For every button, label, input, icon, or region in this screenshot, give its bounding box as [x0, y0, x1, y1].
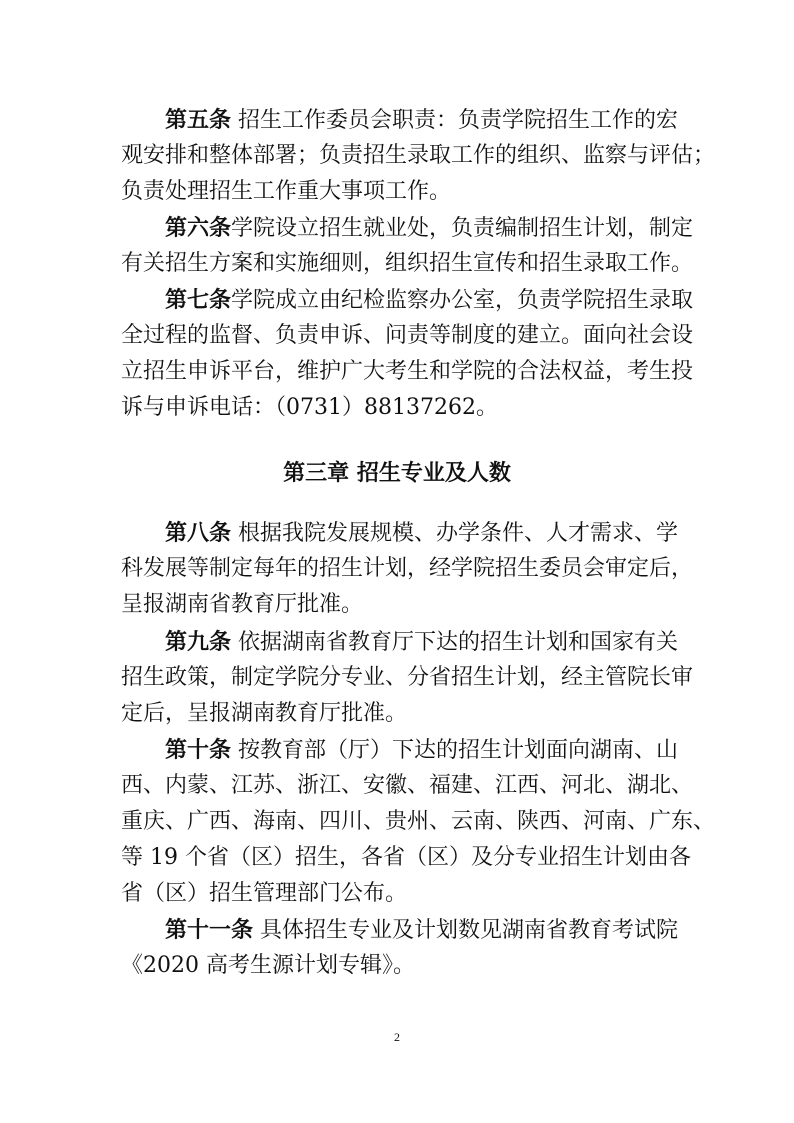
article-11-title: 第十一条	[165, 917, 254, 943]
article-9-line-3: 定后，呈报湖南教育厅批准。	[121, 701, 408, 726]
article-7-text-1: 学院成立由纪检监察办公室，负责学院招生录取	[231, 288, 694, 313]
article-11-line-1	[165, 919, 678, 942]
article-7-line-4: 诉与申诉电话：（0731）88137262。	[121, 395, 498, 420]
article-5-text-1: 招生工作委员会职责：负责学院招生工作的宏	[231, 108, 679, 133]
article-5-line-1	[165, 109, 678, 132]
article-7-title: 第七条	[165, 287, 232, 313]
article-11-text-1: 具体招生专业及计划数见湖南省教育考试院	[253, 918, 679, 943]
article-6-line-1	[165, 217, 693, 240]
article-10-line-4: 等 19 个省（区）招生，各省（区）及分专业招生计划由各	[121, 845, 691, 870]
article-10-title: 第十条	[165, 737, 232, 763]
article-8-title: 第八条	[165, 520, 232, 546]
chapter-heading: 第三章 招生专业及人数	[283, 461, 511, 486]
article-7-line-3: 立招生申诉平台，维护广大考生和学院的合法权益，考生投	[121, 359, 694, 384]
article-5-title: 第五条	[165, 107, 232, 133]
article-5-line-3: 负责处理招生工作重大事项工作。	[121, 179, 452, 204]
article-9-text-1: 依据湖南省教育厅下达的招生计划和国家有关	[231, 630, 679, 655]
article-6-text-1: 学院设立招生就业处，负责编制招生计划，制定	[231, 216, 694, 241]
article-5-line-2: 观安排和整体部署；负责招生录取工作的组织、监察与评估；	[121, 143, 716, 168]
article-10-line-1	[165, 739, 678, 762]
article-9-line-1	[165, 631, 678, 654]
article-10-text-1: 按教育部（厅）下达的招生计划面向湖南、山	[231, 738, 679, 763]
article-6-title: 第六条	[165, 215, 232, 241]
page-number: 2	[394, 1030, 400, 1044]
article-8-line-3: 呈报湖南省教育厅批准。	[121, 592, 364, 617]
article-10-line-5: 省（区）招生管理部门公布。	[121, 881, 408, 906]
article-8-line-2: 科发展等制定每年的招生计划，经学院招生委员会审定后，	[121, 556, 694, 581]
article-9-line-2: 招生政策，制定学院分专业、分省招生计划，经主管院长审	[121, 665, 694, 690]
article-7-line-1	[165, 289, 693, 312]
article-6-line-2: 有关招生方案和实施细则，组织招生宣传和招生录取工作。	[121, 251, 694, 276]
article-10-line-3: 重庆、广西、海南、四川、贵州、云南、陕西、河南、广东、	[121, 809, 716, 834]
article-7-line-2: 全过程的监督、负责申诉、问责等制度的建立。面向社会设	[121, 323, 694, 348]
article-8-line-1	[165, 522, 678, 545]
article-11-line-2: 《2020 高考生源计划专辑》。	[121, 953, 415, 978]
article-10-line-2: 西、内蒙、江苏、浙江、安徽、福建、江西、河北、湖北、	[121, 773, 694, 798]
article-8-text-1: 根据我院发展规模、办学条件、人才需求、学	[231, 521, 679, 546]
article-9-title: 第九条	[165, 629, 232, 655]
